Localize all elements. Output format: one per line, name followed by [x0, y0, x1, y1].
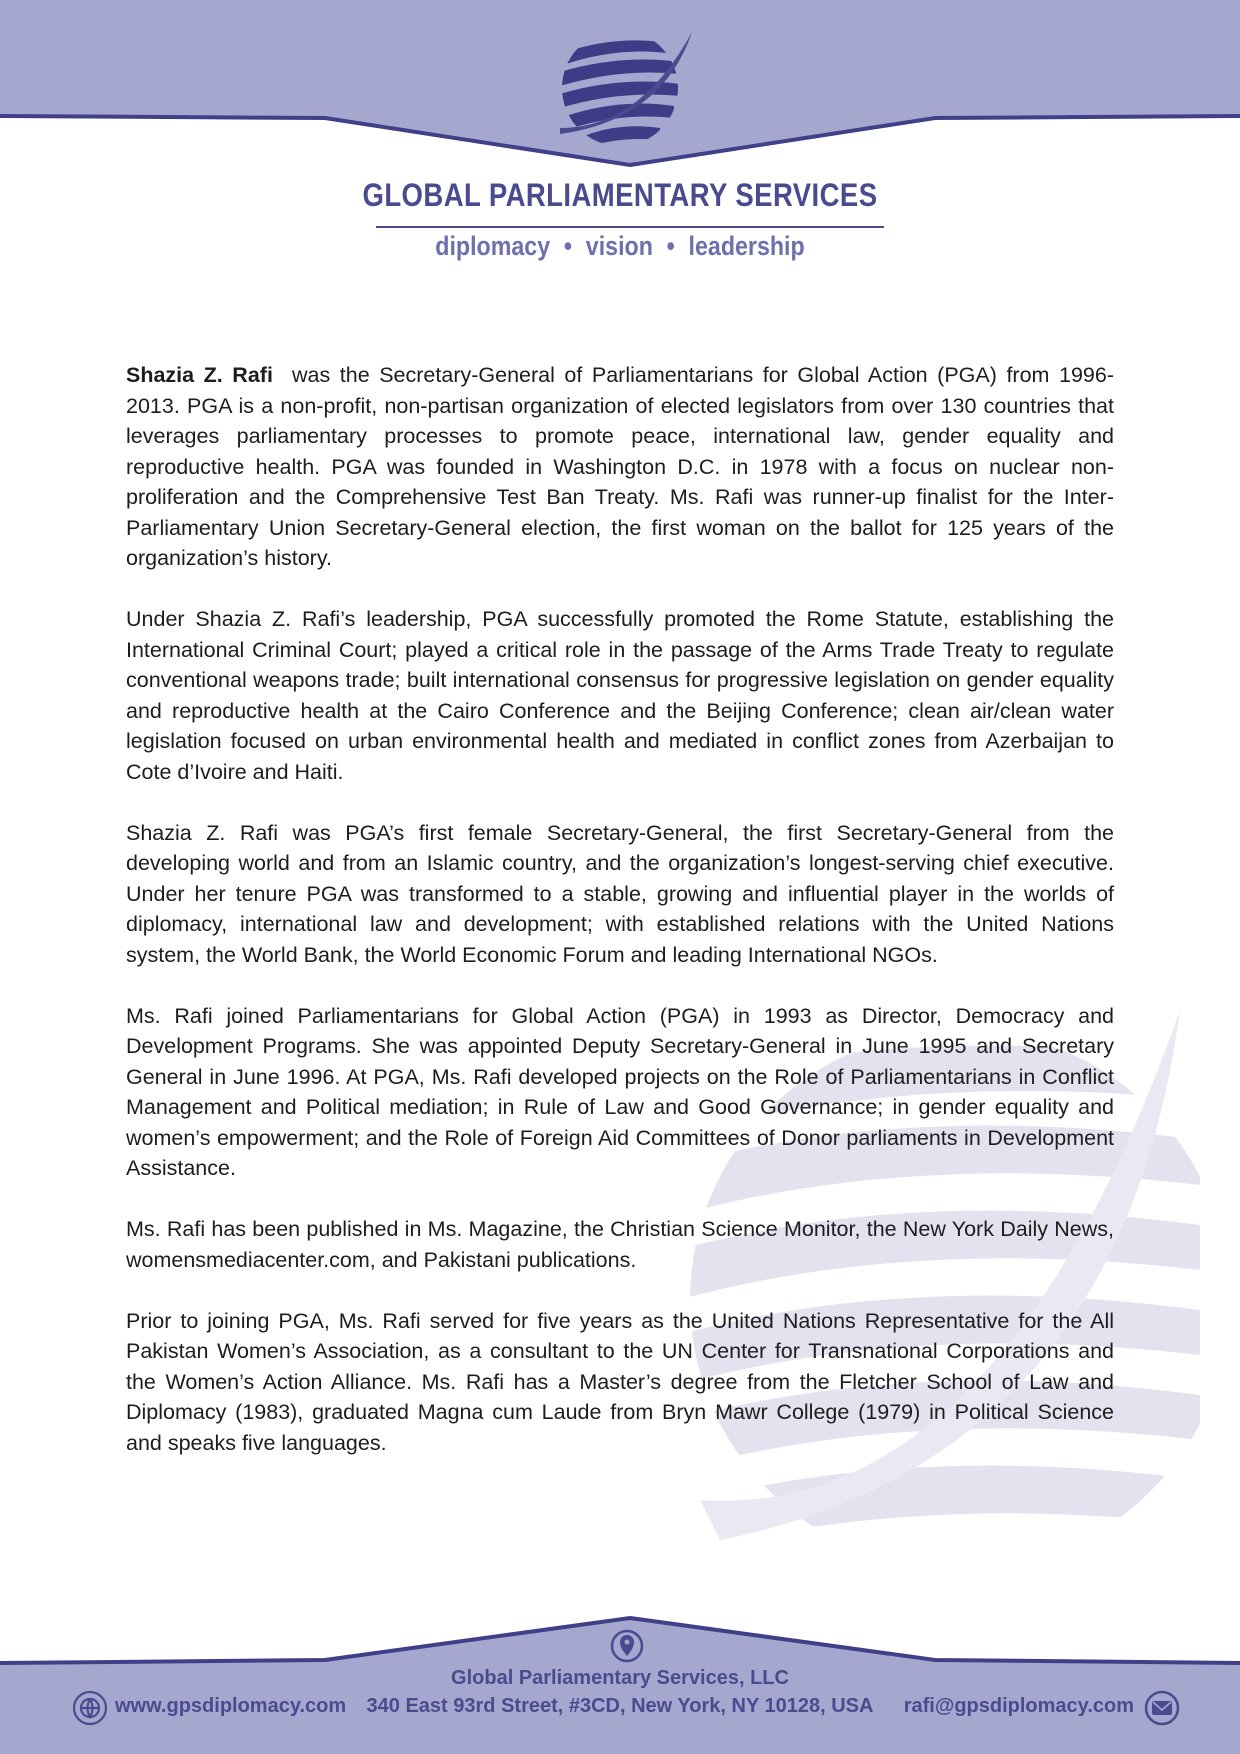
- footer-address: 340 East 93rd Street, #3CD, New York, NY 10128, USA: [366, 1695, 874, 1717]
- bullet-separator: •: [666, 231, 675, 261]
- paragraph-intro-text: was the Secretary-General of Parliamentarians for Global Action (PGA) from 1996-2013. PGA is a non-profit, non-partisan organization of elected legislators from over 130 countries that leverages parliamentary processes to promote peace, international law, gender equality and reproductive health. PGA was founded in Washington D.C. in 1978 with a focus on nuclear non-proliferation and the Comprehensive Test Ban Treaty. Ms. Rafi was runner-up finalist for the Inter-Parliamentary Union Secretary-General election, the first woman on the ballot for 125 years of the organization’s history.: [126, 363, 1114, 570]
- tagline-word: diplomacy: [435, 231, 551, 261]
- paragraph-career: Ms. Rafi joined Parliamentarians for Global Action (PGA) in 1993 as Director, Democracy and Development Programs. She was appointed Deputy Secretary-General in June 1995 and Secretary General in June 1996. At PGA, Ms. Rafi developed projects on the Role of Parliamentarians in Conflict Management and Political mediation; in Rule of Law and Good Governance; in gender equality and women’s empowerment; and the Role of Foreign Aid Committees of Donor parliaments in Development Assistance.: [126, 1003, 1114, 1180]
- email-link[interactable]: rafi@gpsdiplomacy.com: [903, 1695, 1134, 1717]
- biography-body: [126, 360, 1114, 1489]
- brand-name: GLOBAL PARLIAMENTARY SERVICES: [362, 177, 878, 213]
- footer-company: Global Parliamentary Services, LLC: [451, 1667, 789, 1689]
- brand-tagline: [87, 229, 1153, 264]
- person-name: Shazia Z. Rafi: [126, 363, 273, 387]
- tagline-word: leadership: [688, 231, 805, 261]
- bullet-separator: •: [563, 231, 573, 261]
- website-link[interactable]: www.gpsdiplomacy.com: [115, 1695, 347, 1717]
- paragraph-publications: Ms. Rafi has been published in Ms. Magazine, the Christian Science Monitor, the New York Daily News, womensmediacenter.com, and Pakistani publications.: [126, 1217, 1114, 1272]
- paragraph-education: Prior to joining PGA, Ms. Rafi served for five years as the United Nations Representative for the All Pakistan Women’s Association, as a consultant to the UN Center for Transnational Corporations and the Women’s Action Alliance. Ms. Rafi has a Master’s degree from the Fletcher School of Law and Diplomacy (1983), graduated Magna cum Laude from Bryn Mawr College (1979) in Political Science and speaks five languages.: [126, 1308, 1114, 1455]
- tagline-word: vision: [585, 231, 653, 261]
- paragraph-firsts: Shazia Z. Rafi was PGA’s first female Secretary-General, the first Secretary-General from the developing world and from an Islamic country, and the organization’s longest-serving chief executive. Under her tenure PGA was transformed to a stable, growing and influential player in the worlds of diplomacy, international law and development; with established relations with the United Nations system, the World Bank, the World Economic Forum and leading International NGOs.: [126, 820, 1114, 967]
- paragraph-intro: [126, 360, 1114, 574]
- brand-divider: [376, 226, 884, 228]
- paragraph-leadership: Under Shazia Z. Rafi’s leadership, PGA successfully promoted the Rome Statute, establishing the International Criminal Court; played a critical role in the passage of the Arms Trade Treaty to regulate conventional weapons trade; built international consensus for progressive legislation on gender equality and reproductive health at the Cairo Conference and the Beijing Conference; clean air/clean water legislation focused on urban environmental health and mediated in conflict zones from Azerbaijan to Cote d’Ivoire and Haiti.: [126, 607, 1114, 784]
